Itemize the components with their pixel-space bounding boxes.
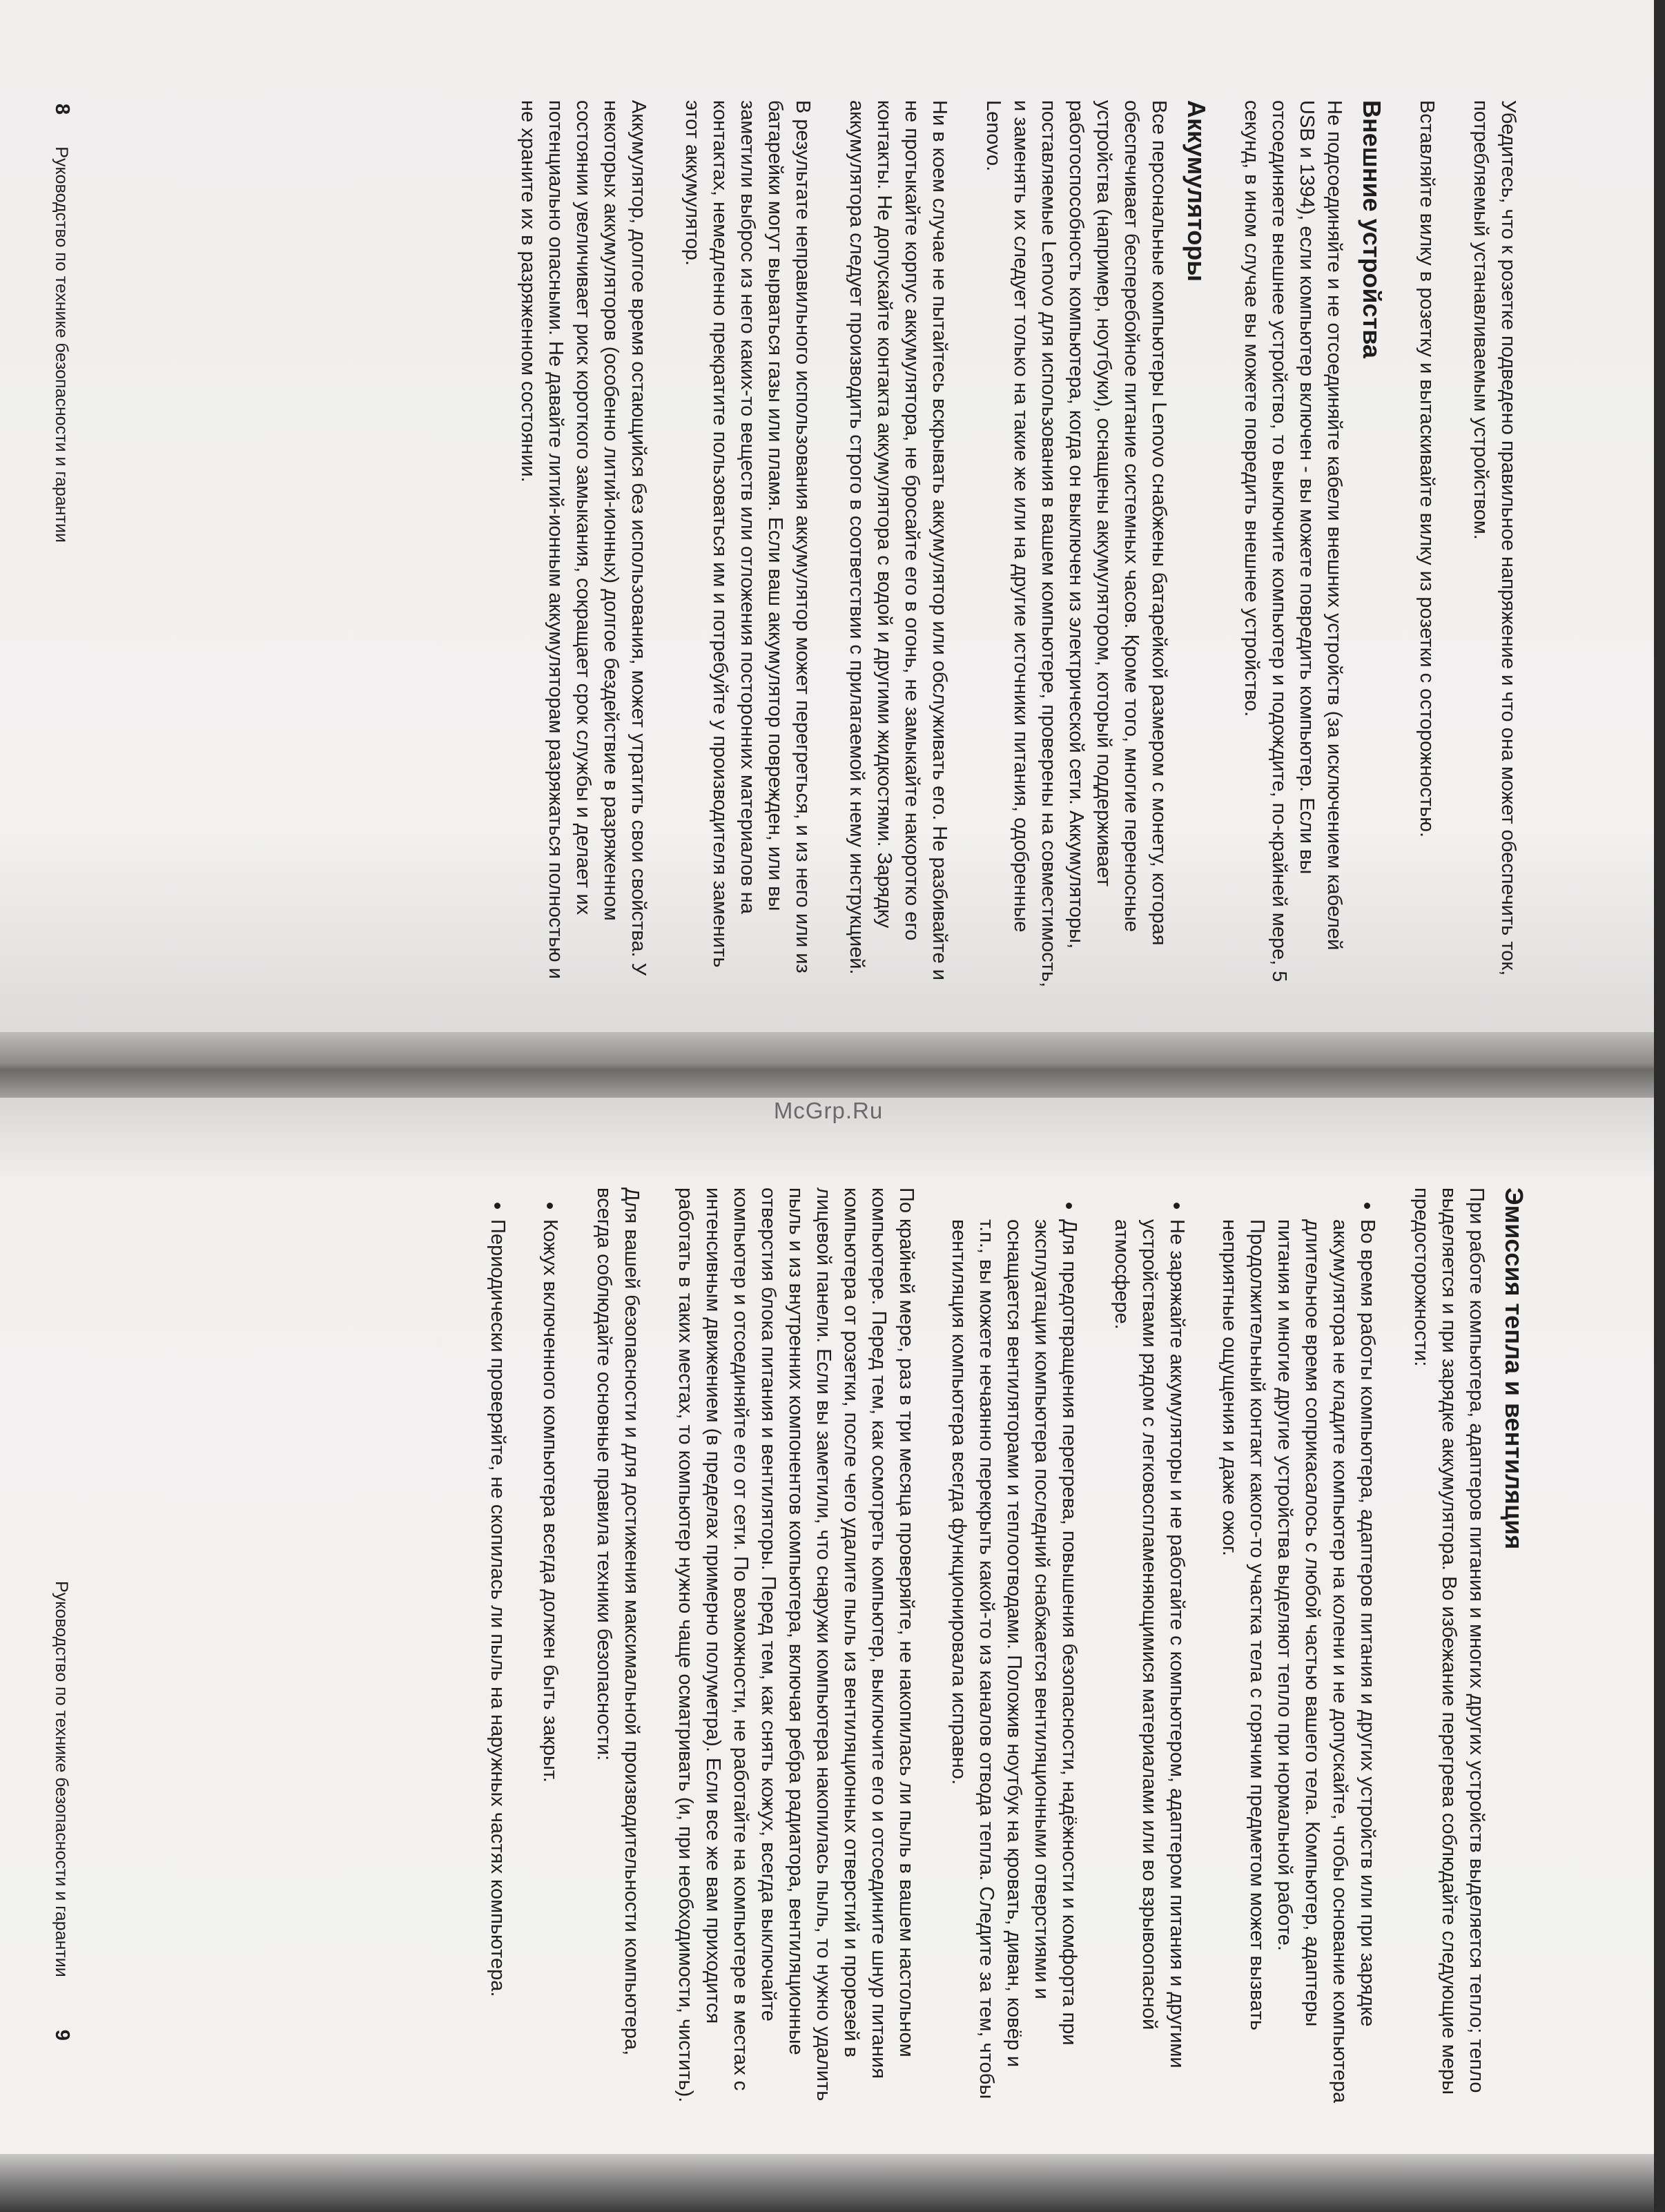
scan-bottom-edge: [0, 2154, 1665, 2212]
page-number: 9: [51, 2029, 73, 2041]
list-item: • Не заряжайте аккумуляторы и не работайте с компьютером, адаптером питания и другими устройствами рядом с легковоспламеняющимися материалами или во взрывоопасной атмосфере.: [1108, 1219, 1191, 2106]
list-item: • Кожух включенного компьютера всегда должен быть закрыт.: [536, 1219, 564, 2106]
paragraph: Ни в коем случае не пытайтесь вскрывать аккумулятор или обслуживать его. Не разбивайте и не протыкайте корпус аккумулятора, не бросайте его в огонь, не замыкайте накоротко его контакты. Не допускайте контакта аккумулятора с водой и другими жидкостями. Зарядку аккумулятора следует производить строго в соответствии с прилагаемой к нему инструкцией.: [846, 100, 951, 980]
paragraph: Убедитесь, что к розетке подведено правильное напряжение и что она может обеспечить ток, потребляемый устанавливаемым устройством.: [1470, 100, 1519, 976]
paragraph: По крайней мере, раз в три месяца проверяйте, не накопилась ли пыль в вашем настольном компьютере. Перед тем, как осмотреть компьютер, выключите его и отсоедините шнур питания компьютера от розетки, после чего удалите пыль из вентиляционных отверстий и прорезей в лицевой панели. Если вы заметили, что снаружи компьютера накопилась пыль, то нужно удалить пыль и из внутренних компонентов компьютера, включая ребра радиатора, вентиляционные отверстия блока питания и вентиляторы. Перед тем, как снять кожух, всегда выключайте компьютер и отсоединяйте его от сети. По возможности, не работайте на компьютере в местах с интенсивным движением (в пределах примерно полуметра). Если все же вам приходится работать в таких местах, то компьютер нужно чаще осматривать (и, при необходимости, чистить).: [674, 1187, 917, 2103]
page-number: 8: [51, 104, 73, 115]
paragraph: Вставляйте вилку в розетку и вытаскивайте вилку из розетки с осторожностью.: [1416, 100, 1438, 838]
footer-title: Руководство по технике безопасности и гарантии: [52, 1581, 71, 1977]
bullet-list: [945, 1187, 1381, 2106]
section-heading: Внешние устройства: [1358, 100, 1386, 358]
paragraph: В результате неправильного использования аккумулятор может перегреться, и из него или из батарейки могут вырваться газы или пламя. Если ваш аккумулятор поврежден, или вы заметили выброс из него каких-то веществ или отложения посторонних материалов на контактах, немедленно прекратите пользоваться им и потребуйте у производителя заменить этот аккумулятор.: [681, 100, 814, 973]
list-item: • Для предотвращения перегрева, повышения безопасности, надёжности и комфорта при эксплуатации компьютера последний снабжается вентиляционными отверстиями и оснащается вентиляторами и теплоотводами. Положив ноутбук на кровать, диван, ковёр и т.п., вы можете нечаянно перекрыть какой-то из каналов отвода тепла. Следите за тем, чтобы вентиляция компьютера всегда функционировала исправно.: [945, 1219, 1083, 2106]
page-9-body: [459, 1187, 1529, 2106]
section-heading: Эмиссия тепла и вентиляция: [1500, 1187, 1528, 1550]
bullet-list: [484, 1187, 564, 2106]
page-9-footer: [48, 1581, 76, 2119]
list-item: • Во время работы компьютера, адаптеров питания и других устройств или при зарядке аккумулятора не кладите компьютер на колени и не допускайте, чтобы основание компьютера длительное время соприкасалось с любой частью вашего тела. Компьютер, адаптеры питания и многие другие устройства выделяют тепло при нормальной работе. Продолжительный контакт какого-то участка тела с горячим предметом может вызвать неприятные ощущения и даже ожог.: [1216, 1219, 1381, 2106]
paragraph: Аккумулятор, долгое время остающийся без использования, может утратить свои свойства. У некоторых аккумуляторов (особенно литий-ионных) долгое бездействие в разряженном состоянии увеличивает риск короткого замыкания, сокращает срок службы и делает их потенциально опасными. Не давайте литий-ионным аккумуляторам разряжаться полностью и не храните их в разряженном состоянии.: [517, 100, 650, 979]
book-spine-fold: [0, 1032, 1665, 1101]
list-item: • Периодически проверяйте, не скопилась ли пыль на наружных частях компьютера.: [484, 1219, 512, 2106]
paragraph: При работе компьютера, адаптеров питания и многих других устройств выделяется тепло; тепло выделяется и при зарядке аккумулятора. Во избежание перегрева соблюдайте следующие меры предосторожности:: [1410, 1187, 1488, 2095]
paragraph: Не подсоединяйте и не отсоединяйте кабели внешних устройств (за исключением кабелей USB и 1394), если компьютер включен - вы можете повредить компьютер. Если вы отсоединяете внешнее устройство, то выключите компьютер и подождите, по-крайней мере, 5 секунд, в ином случае вы можете повредить внешнее устройство.: [1240, 100, 1345, 982]
page-8-body: [488, 100, 1522, 991]
paragraph: Все персональные компьютеры Lenovo снабжены батарейкой размером с монету, которая обеспечивает бесперебойное питание системных часов. Кроме того, многие переносные устройства (например, ноутбуки), оснащены аккумулятором, который поддерживает работоспособность компьютера, когда он выключен из электрической сети. Аккумуляторы, поставляемые Lenovo для использования в вашем компьютере, проверены на совместимость, и заменять их следует только на такие же или на другие источники питания, одобренные Lenovo.: [982, 100, 1170, 988]
scan-right-edge: [1654, 0, 1665, 2212]
watermark: McGrp.Ru: [773, 1098, 884, 1123]
footer-title: Руководство по технике безопасности и гарантии: [52, 146, 71, 543]
page-8-footer: [48, 104, 76, 1001]
paragraph: Для вашей безопасности и для достижения максимальной производительности компьютера, всегда соблюдайте основные правила техники безопасности:: [593, 1187, 643, 2056]
section-heading: Аккумуляторы: [1182, 100, 1211, 282]
